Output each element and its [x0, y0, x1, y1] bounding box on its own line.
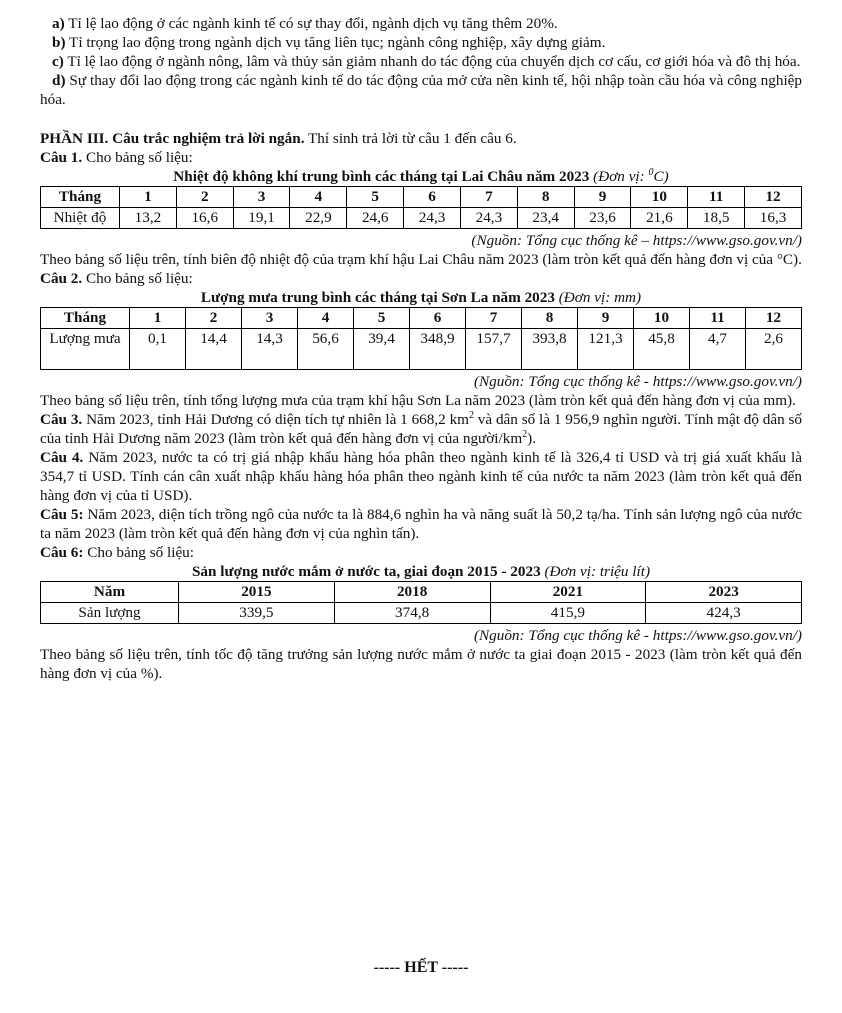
q4-question: Câu 4. Năm 2023, nước ta có trị giá nhập khẩu hàng hóa phân theo ngành kinh tế là 326,4 tỉ USD và trị giá xuất khẩu là 354,7 tỉ USD. Tính cán cân xuất nhập khẩu hàng hóa phân theo ngành kinh tế của nước ta năm 2023 (làm tròn kết quả đến hàng đơn vị của tỉ USD). — [40, 449, 802, 504]
statement-c: c) Tỉ lệ lao động ở ngành nông, lâm và thủy sản giảm nhanh do tác động của chuyển dịch cơ cấu, cơ giới hóa và đô thị hóa. — [52, 53, 801, 70]
q3-question: Câu 3. Năm 2023, tỉnh Hải Dương có diện tích tự nhiên là 1 668,2 $km^2$ và dân số là 1 956,9 nghìn người. Tính mật độ dân số của tỉnh Hải Dương năm 2023 (làm tròn kết quả đến hàng đơn vị của người/$km^2$). — [40, 409, 803, 447]
q6-question: Theo bảng số liệu trên, tính tốc độ tăng trưởng sản lượng nước mắm ở nước ta giai đoạn 2015 - 2023 (làm tròn kết quả đến hàng đơn vị của %). — [40, 646, 802, 682]
q6-intro: Câu 6: Cho bảng số liệu: — [40, 544, 194, 561]
statement-b: b) Tỉ trọng lao động trong ngành dịch vụ tăng liên tục; ngành công nghiệp, xây dựng giảm. — [52, 34, 606, 51]
statement-a: a) Tỉ lệ lao động ở các ngành kinh tế có sự thay đổi, ngành dịch vụ tăng thêm 20%. — [52, 15, 558, 32]
q2-value-row: Lượng mưa 0,1 14,4 14,3 56,6 39,4 348,9 157,7 393,8 121,3 45,8 4,7 2,6 — [41, 329, 802, 370]
q2-table-title: Lượng mưa trung bình các tháng tại Sơn La năm 2023 (Đơn vị: mm) — [200, 289, 642, 306]
q6-fish-sauce-table — [40, 581, 802, 624]
statement-d: d) Sự thay đổi lao động trong các ngành kinh tế do tác động của mở cửa nền kinh tế, hội nhập toàn cầu hóa và công nghiệp hóa. — [40, 72, 803, 108]
q1-value-row: Nhiệt độ 13,2 16,6 19,1 22,9 24,6 24,3 24,3 23,4 23,6 21,6 18,5 16,3 — [41, 208, 802, 229]
q1-month-row: Tháng 1 2 3 4 5 6 7 8 9 10 11 12 — [41, 187, 802, 208]
q2-rainfall-table — [40, 307, 802, 370]
part3-heading: PHẦN III. Câu trắc nghiệm trả lời ngắn. Thí sinh trả lời từ câu 1 đến câu 6. — [40, 130, 517, 147]
q6-table-title: Sản lượng nước mắm ở nước ta, giai đoạn 2015 - 2023 (Đơn vị: triệu lít) — [191, 563, 651, 580]
q2-source: (Nguồn: Tổng cục thống kê - https://www.gso.gov.vn/) — [473, 373, 802, 390]
q5-question: Câu 5: Năm 2023, diện tích trồng ngô của nước ta là 884,6 nghìn ha và năng suất là 50,2 tạ/ha. Tính sản lượng ngô của nước ta năm 2023 (làm tròn kết quả đến hàng đơn vị của nghìn tấn). — [40, 506, 802, 542]
q1-source: (Nguồn: Tổng cục thống kê – https://www.gso.gov.vn/) — [471, 232, 802, 249]
q1-temperature-table — [40, 186, 802, 229]
q1-intro: Câu 1. Cho bảng số liệu: — [40, 149, 193, 166]
q1-table-title: Nhiệt độ không khí trung bình các tháng tại Lai Châu năm 2023 (Đơn vị: $^0$C) — [173, 166, 669, 185]
q2-month-row: Tháng 1 2 3 4 5 6 7 8 9 10 11 12 — [41, 308, 802, 329]
q6-year-row: Năm 2015 2018 2021 2023 — [41, 582, 802, 603]
q6-value-row: Sản lượng 339,5 374,8 415,9 424,3 — [41, 603, 802, 624]
end-marker: ----- HẾT ----- — [373, 959, 469, 976]
q1-question: Theo bảng số liệu trên, tính biên độ nhiệt độ của trạm khí hậu Lai Châu năm 2023 (làm tròn kết quả đến hàng đơn vị của °C). — [40, 251, 802, 268]
q2-intro: Câu 2. Cho bảng số liệu: — [40, 270, 193, 287]
q2-question: Theo bảng số liệu trên, tính tổng lượng mưa của trạm khí hậu Sơn La năm 2023 (làm tròn kết quả đến hàng đơn vị của mm). — [40, 392, 796, 409]
q6-source: (Nguồn: Tổng cục thống kê - https://www.gso.gov.vn/) — [473, 627, 802, 644]
